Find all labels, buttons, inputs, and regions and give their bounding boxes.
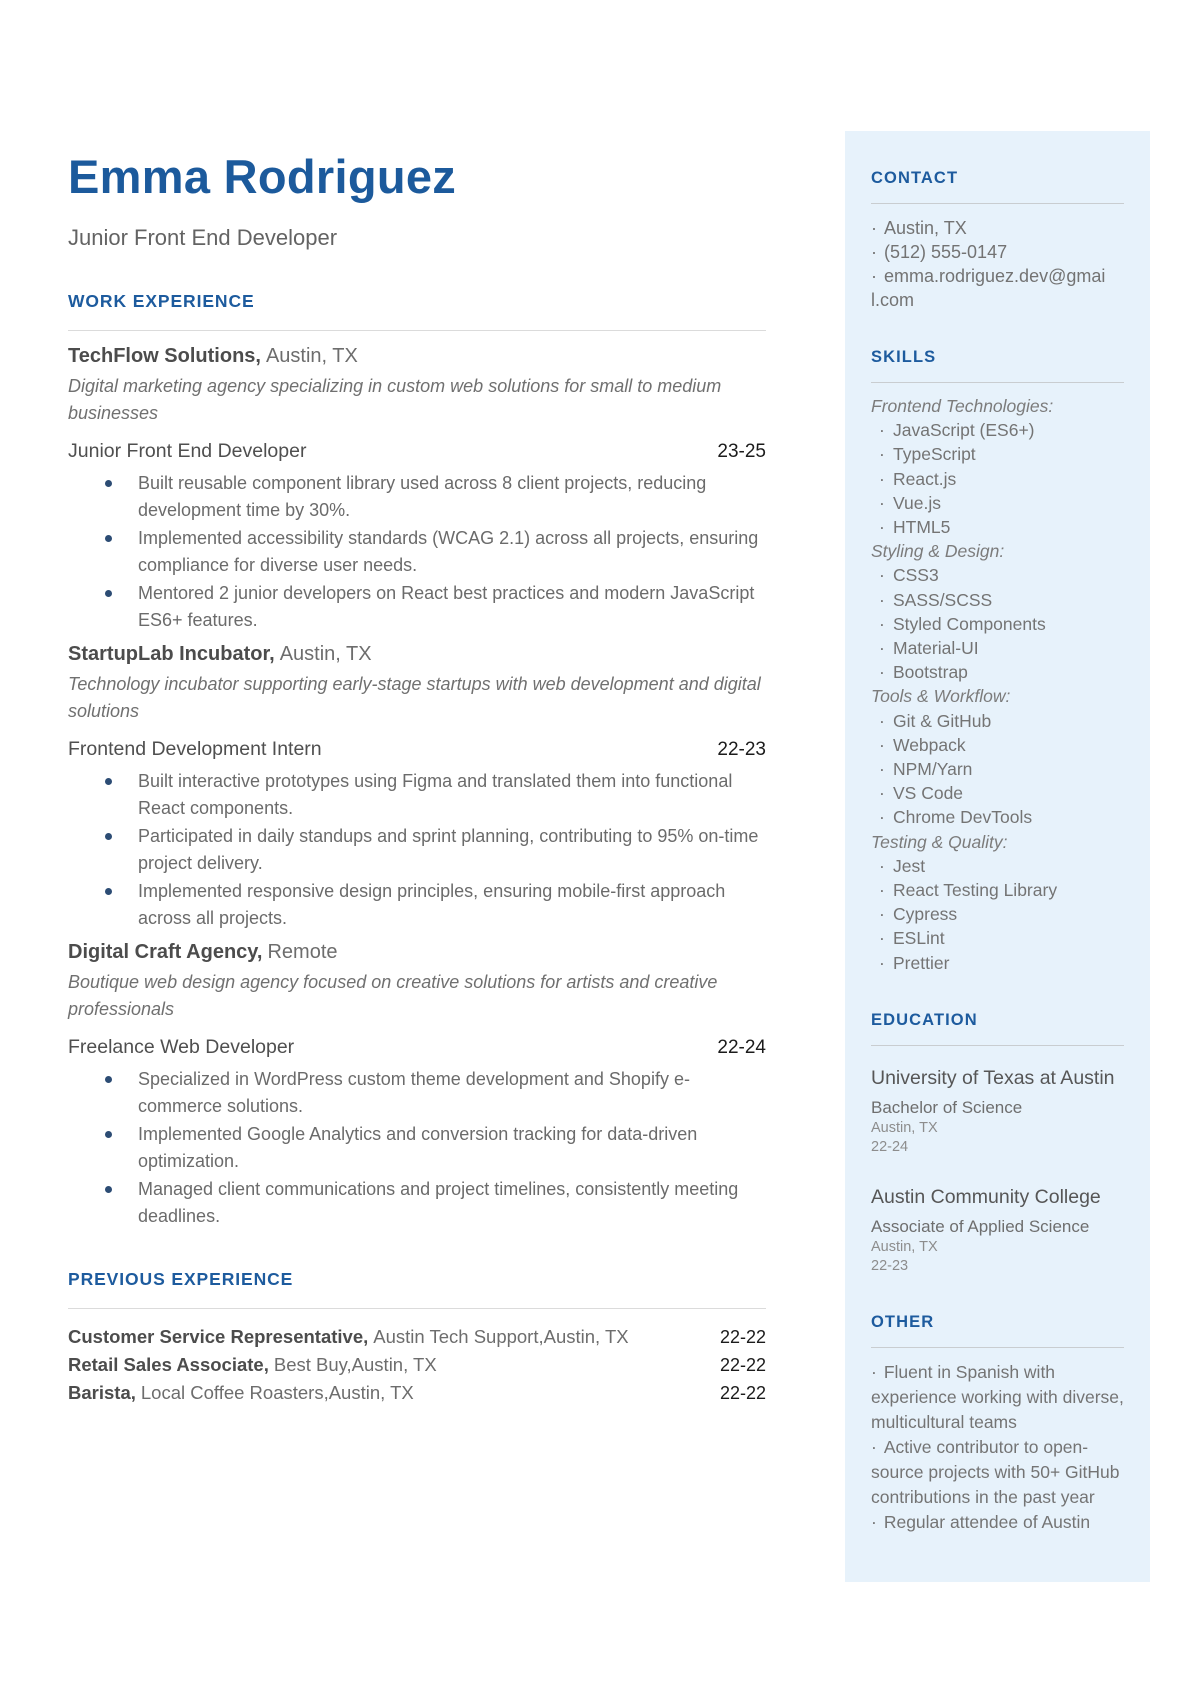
skills-heading: SKILLS [871,348,937,366]
dot-bullet-icon [879,491,893,515]
section-divider [68,330,766,331]
list-item [105,823,766,876]
list-item [105,525,766,578]
skill: ESLint [893,928,945,949]
list-item [871,854,1124,878]
main-column [68,152,766,1407]
list-item [871,1510,1124,1535]
school-name: Austin Community College [871,1185,1101,1208]
company-location: Remote [267,941,338,964]
company-description: Boutique web design agency focused on creative solutions for artists and creative professionals [68,972,718,1020]
dot-bullet-icon [871,266,884,286]
skill: VS Code [893,783,964,804]
skill: Styled Components [893,613,1046,634]
role-dates: 22-24 [717,1037,766,1059]
prev-dates: 22-22 [719,1383,766,1404]
list-item [871,563,1124,587]
dot-bullet-icon [879,951,893,975]
bullet-text: Built reusable component library used across 8 client projects, reducing development time by 30%. [138,473,707,520]
person-name: Emma Rodriguez [68,150,457,203]
other-heading: OTHER [871,1312,935,1331]
role-dates: 23-25 [717,441,766,463]
degree: Associate of Applied Science [871,1216,1090,1236]
skill: Prettier [893,952,950,973]
list-item [105,1066,766,1119]
school-location: Austin, TX [871,1119,938,1136]
work-experience-heading: WORK EXPERIENCE [68,291,255,312]
bullet-text: Managed client communications and project timelines, consistently meeting deadlines. [138,1179,739,1226]
dot-bullet-icon [879,926,893,950]
dot-bullet-icon [879,757,893,781]
bullet-text: Implemented accessibility standards (WCAG 2.1) across all projects, ensuring compliance for diverse user needs. [138,528,759,575]
skill: Jest [893,855,926,876]
company-location: Austin, TX [265,345,358,368]
list-item [871,902,1124,926]
list-item [871,442,1124,466]
dot-bullet-icon [879,902,893,926]
skill: Webpack [893,734,966,755]
skill: NPM/Yarn [893,759,973,780]
company-name: StartupLab Incubator, [68,643,275,666]
skill: Bootstrap [893,662,968,683]
role-bullet-list [68,768,766,931]
dot-bullet-icon [879,467,893,491]
education-item [871,1065,1124,1158]
list-item [871,467,1124,491]
company-header [68,343,766,369]
prev-role: Customer Service Representative, [68,1326,369,1348]
bullet-text: Implemented Google Analytics and conversion tracking for data-driven optimization. [138,1124,698,1171]
skill: Chrome DevTools [893,807,1033,828]
education-heading: EDUCATION [871,1010,978,1029]
degree: Bachelor of Science [871,1097,1023,1117]
contact-heading: CONTACT [871,169,959,187]
section-divider [871,382,1124,383]
previous-experience-heading: PREVIOUS EXPERIENCE [68,1269,294,1290]
contact-email: emma.rodriguez.dev@gmail.com [871,266,1106,310]
list-item [871,515,1124,539]
dot-bullet-icon [879,442,893,466]
bullet-icon [105,1076,112,1083]
contact-phone: (512) 555-0147 [884,242,1008,262]
list-item [105,580,766,633]
table-row [68,1323,766,1351]
prev-role-cell [68,1323,629,1350]
company-header [68,641,766,667]
skill: JavaScript (ES6+) [893,420,1035,441]
list-item [105,878,766,931]
list-item [871,878,1124,902]
dot-bullet-icon [871,1362,884,1382]
school-name: University of Texas at Austin [871,1066,1115,1089]
contact-email-item [871,264,1107,312]
dot-bullet-icon [879,709,893,733]
list-item [871,805,1124,829]
prev-role-cell [68,1351,437,1378]
skill: Vue.js [893,492,941,513]
skill: Material-UI [893,638,979,659]
skill: Cypress [893,904,958,925]
skills-list [871,394,1124,975]
role-row [68,440,766,463]
dot-bullet-icon [879,636,893,660]
company-description: Technology incubator supporting early-stage startups with web development and digital solutions [68,674,761,722]
skill: TypeScript [893,444,976,465]
prev-dates: 22-22 [719,1355,766,1376]
bullet-icon [105,778,112,785]
skill-group-label: Testing & Quality: [871,831,1008,852]
prev-role: Barista, [68,1382,136,1404]
list-item [105,768,766,821]
role-title: Frontend Development Intern [68,738,322,761]
list-item [871,660,1124,684]
bullet-icon [105,1186,112,1193]
dot-bullet-icon [879,515,893,539]
list-item [871,781,1124,805]
prev-role: Retail Sales Associate, [68,1354,269,1376]
skill: React.js [893,468,957,489]
dot-bullet-icon [871,1437,884,1457]
skill-group-label: Frontend Technologies: [871,396,1054,416]
education-section [871,1011,1124,1277]
company-name: TechFlow Solutions, [68,345,261,368]
company-description: Digital marketing agency specializing in custom web solutions for small to medium businesses [68,376,722,424]
person-job-title: Junior Front End Developer [68,225,338,251]
section-divider [871,203,1124,204]
prev-company: Austin Tech Support,Austin, TX [373,1326,629,1348]
list-item [871,636,1124,660]
skill: CSS3 [893,565,939,586]
previous-experience-list [68,1323,766,1407]
role-title: Freelance Web Developer [68,1036,295,1059]
education-list [871,1065,1124,1277]
bullet-icon [105,480,112,487]
dot-bullet-icon [879,588,893,612]
bullet-icon [105,535,112,542]
skill: React Testing Library [893,880,1058,901]
bullet-icon [105,888,112,895]
company-name: Digital Craft Agency, [68,941,263,964]
skill-group-label: Styling & Design: [871,541,1005,562]
bullet-text: Specialized in WordPress custom theme development and Shopify e-commerce solutions. [138,1069,690,1116]
list-item [871,757,1124,781]
role-row [68,738,766,761]
section-divider [871,1347,1124,1348]
list-item [871,588,1124,612]
list-item [871,1360,1124,1435]
list-item [105,470,766,523]
dot-bullet-icon [879,563,893,587]
role-dates: 22-23 [717,739,766,761]
school-dates: 22-24 [871,1139,909,1156]
skill: Git & GitHub [893,710,992,731]
section-divider [68,1308,766,1309]
table-row [68,1351,766,1379]
prev-company: Local Coffee Roasters,Austin, TX [140,1382,414,1404]
skill: HTML5 [893,517,951,538]
role-bullet-list [68,1066,766,1229]
bullet-icon [105,833,112,840]
list-item [871,612,1124,636]
dot-bullet-icon [879,878,893,902]
role-title: Junior Front End Developer [68,440,307,463]
table-row [68,1379,766,1407]
prev-role-cell [68,1379,414,1406]
company-header [68,939,766,965]
dot-bullet-icon [879,660,893,684]
list-item [871,491,1124,515]
list-item [871,926,1124,950]
contact-location: Austin, TX [884,218,967,238]
prev-dates: 22-22 [719,1327,766,1348]
contact-location-item [871,216,1107,240]
bullet-text: Implemented responsive design principles, ensuring mobile-first approach across all projects. [138,881,726,928]
dot-bullet-icon [879,418,893,442]
role-bullet-list [68,470,766,633]
other-section [871,1313,1124,1535]
dot-bullet-icon [879,781,893,805]
school-dates: 22-23 [871,1258,909,1275]
bullet-text: Built interactive prototypes using Figma and translated them into functional React components. [138,771,733,818]
contact-phone-item [871,240,1107,264]
skill-group-label: Tools & Workflow: [871,686,1011,707]
skill: SASS/SCSS [893,589,993,610]
bullet-icon [105,1131,112,1138]
dot-bullet-icon [871,1512,884,1532]
dot-bullet-icon [879,854,893,878]
dot-bullet-icon [879,612,893,636]
other-text: Active contributor to open-source projects with 50+ GitHub contributions in the past year [871,1436,1120,1507]
list-item [871,1435,1124,1510]
skills-section [871,348,1124,975]
list-item [871,418,1124,442]
list-item [871,733,1124,757]
company-location: Austin, TX [279,643,372,666]
sidebar-content [845,131,1150,1535]
dot-bullet-icon [871,218,884,238]
section-divider [871,1045,1124,1046]
list-item [105,1176,766,1229]
bullet-icon [105,590,112,597]
list-item [871,709,1124,733]
sidebar [845,131,1150,1535]
other-list [871,1360,1124,1535]
bullet-text: Participated in daily standups and sprint planning, contributing to 95% on-time project delivery. [138,826,759,873]
other-text: Fluent in Spanish with experience working with diverse, multicultural teams [871,1361,1124,1432]
role-row [68,1036,766,1059]
school-location: Austin, TX [871,1238,938,1255]
education-item [871,1184,1124,1277]
list-item [871,951,1124,975]
dot-bullet-icon [879,805,893,829]
bullet-text: Mentored 2 junior developers on React best practices and modern JavaScript ES6+ features. [138,583,755,630]
other-text: Regular attendee of Austin [883,1511,1091,1532]
dot-bullet-icon [871,242,884,262]
dot-bullet-icon [879,733,893,757]
list-item [105,1121,766,1174]
contact-list [871,216,1107,312]
contact-section [871,169,1124,312]
prev-company: Best Buy,Austin, TX [273,1354,437,1376]
